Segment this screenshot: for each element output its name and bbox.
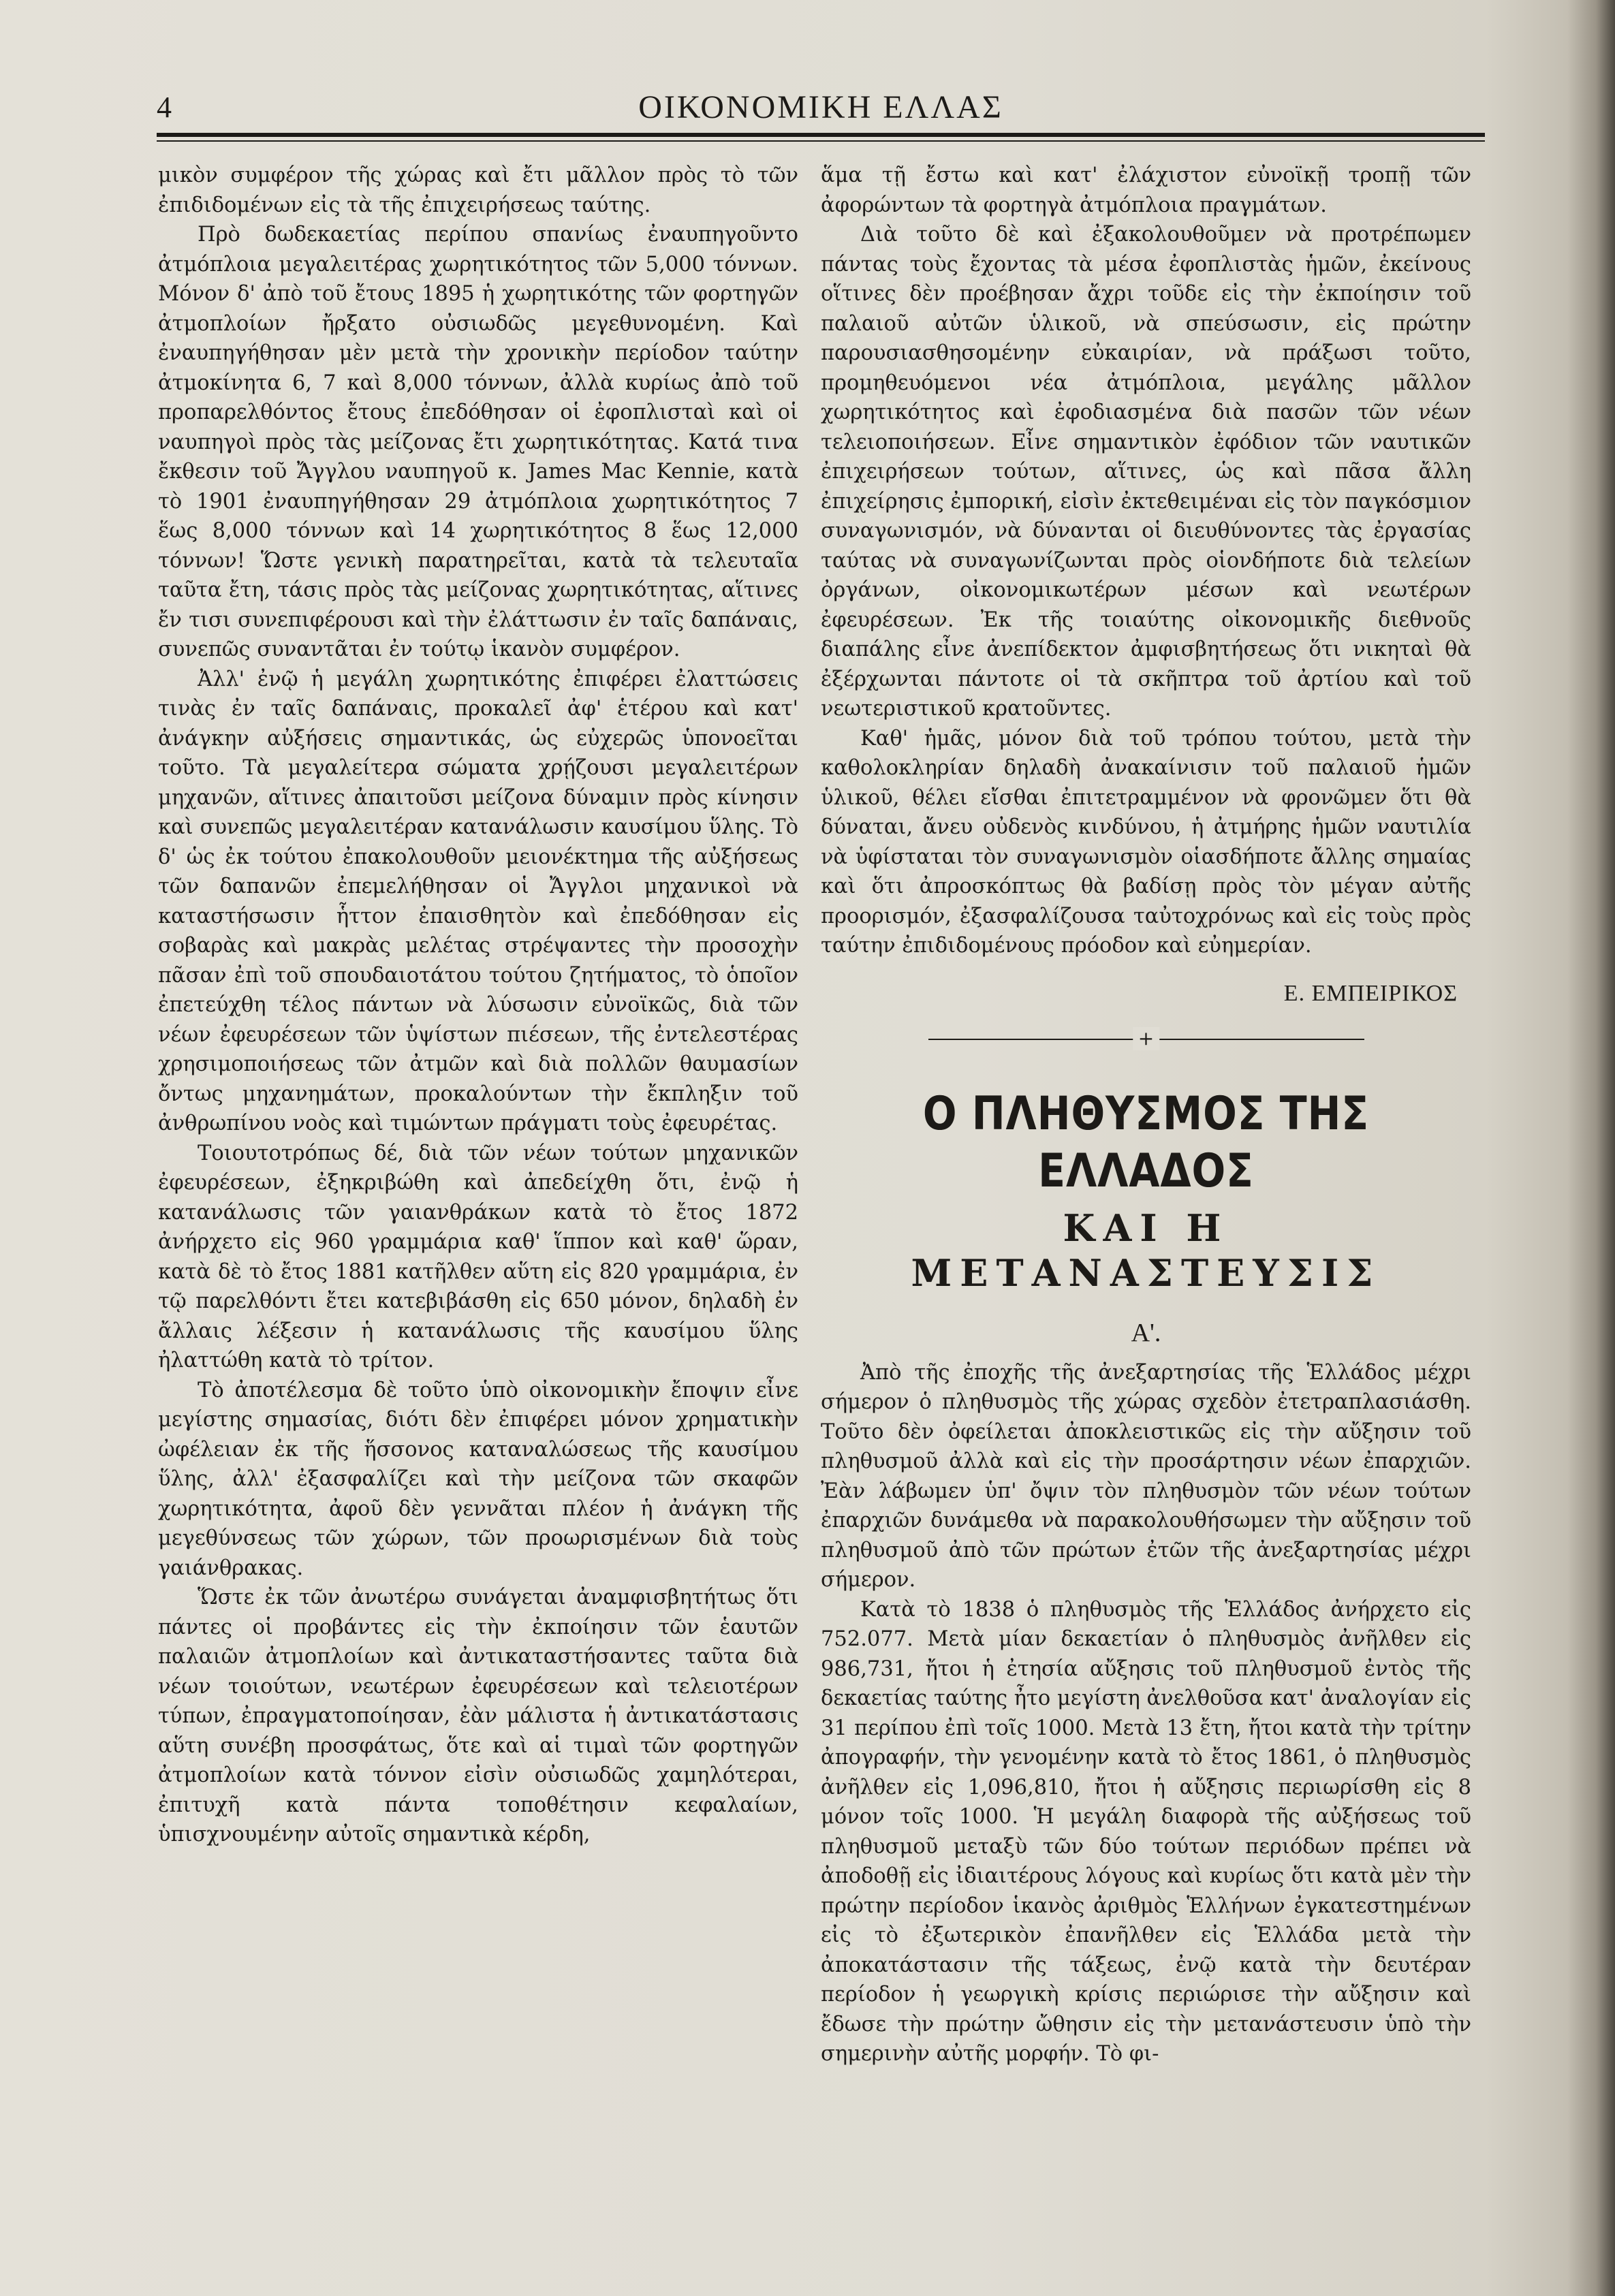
section-number: Α'. (1131, 1319, 1161, 1347)
left-paragraph-1: μικὸν συμφέρον τῆς χώρας καὶ ἔτι μᾶλλον πρὸς τὸ τῶν ἐπιδιδομένων εἰς τὰ τῆς ἐπιχειρήσεως ταύτης. (158, 163, 798, 217)
running-title: ΟΙΚΟΝΟΜΙΚΗ ΕΛΛΑΣ (638, 89, 1003, 125)
right-column (821, 161, 1471, 2069)
header-rule-thin (157, 140, 1485, 142)
header-rule-thick (157, 133, 1485, 137)
author-signature: Ε. ΕΜΠΕΙΡΙΚΟΣ (1283, 980, 1458, 1006)
right-paragraph-2: Διὰ τοῦτο δὲ καὶ ἐξακολουθοῦμεν νὰ προτρέπωμεν πάντας τοὺς ἔχοντας τὰ μέσα ἐφοπλιστὰς ἡμῶν, ἐκείνους οἵτινες δὲν προέβησαν ἄχρι τοῦδε εἰς τὴν ἐκποίησιν τοῦ παλαιοῦ αὐτῶν ὑλικοῦ, νὰ σπεύσωσιν, εἰς πρώτην παρουσιασθησομένην εὐκαιρίαν, νὰ πράξωσι τοῦτο, προμηθευόμενοι νέα ἀτμόπλοια, μεγάλης μᾶλλον χωρητικότητος καὶ ἐφοδιασμένα διὰ πασῶν τῶν νέων τελειοποιήσεων. Εἶνε σημαντικὸν ἐφόδιον τῶν ναυτικῶν ἐπιχειρήσεων τούτων, αἵτινες, ὡς καὶ πᾶσα ἄλλη ἐπιχείρησις ἐμπορική, εἰσὶν ἐκτεθειμέναι εἰς τὸν παγκόσμιον συναγωνισμόν, νὰ δύνανται οἱ διευθύνοντες τὰς ἐργασίας ταύτας νὰ συναγωνίζωνται πρὸς οἱονδήποτε διὰ τελείων ὀργάνων, οἰκονομικωτέρων μέσων καὶ νεωτέρων ἐφευρέσεων. Ἐκ τῆς τοιαύτης οἰκονομικῆς διεθνοῦς διαπάλης εἶνε ἀνεπίδεκτον ἀμφισβητήσεως ὅτι νικηταὶ θὰ ἐξέρχωνται πάντοτε οἱ τὰ σκῆπτρα τοῦ ἀρτίου καὶ τοῦ νεωτεριστικοῦ κρατοῦντες. (821, 223, 1471, 721)
article-divider (928, 1026, 1364, 1053)
left-paragraph-3: Ἀλλ' ἐνῷ ἡ μεγάλη χωρητικότης ἐπιφέρει ἐλαττώσεις τινὰς ἐν ταῖς δαπάναις, προκαλεῖ ἀφ' ἑτέρου καὶ κατ' ἀνάγκην αὐξήσεις σημαντικάς, ὡς εὐχερῶς ὑπονοεῖται τοῦτο. Τὰ μεγαλείτερα σώματα χρῄζουσι μεγαλειτέρων μηχανῶν, αἵτινες ἀπαιτοῦσι μείζονα δύναμιν πρὸς κίνησιν καὶ συνεπῶς μεγαλειτέραν κατανάλωσιν καυσίμου ὕλης. Τὸ δ' ὡς ἐκ τούτου ἐπακολουθοῦν μειονέκτημα τῆς αὐξήσεως τῶν δαπανῶν ἐπεμελήθησαν οἱ Ἄγγλοι μηχανικοὶ νὰ καταστήσωσιν ἧττον ἐπαισθητὸν καὶ ἐπεδόθησαν εἰς σοβαρὰς καὶ μακρὰς μελέτας στρέψαντες τὴν προσοχὴν πᾶσαν ἐπὶ τοῦ σπουδαιοτάτου τούτου ζητήματος, τὸ ὁποῖον ἐπετεύχθη τέλος πάντων νὰ λύσωσιν εὐνοϊκῶς, διὰ τῶν νέων ἐφευρέσεων τῶν ὑψίστων πιέσεων, τῆς ἐντελεστέρας χρησιμοποιήσεως τῶν ἀτμῶν καὶ διὰ πολλῶν θαυμασίων ὄντως μηχανημάτων, προκαλούντων τὴν ἔκπληξιν τοῦ ἀνθρωπίνου νοὸς καὶ τιμώντων πράγματι τοὺς ἐφευρέτας. (158, 667, 798, 1135)
left-paragraph-2: Πρὸ δωδεκαετίας περίπου σπανίως ἐναυπηγοῦντο ἀτμόπλοια μεγαλειτέρας χωρητικότητος τῶν 5,000 τόννων. Μόνον δ' ἀπὸ τοῦ ἔτους 1895 ἡ χωρητικότης τῶν φορτηγῶν ἀτμοπλοίων ἤρξατο οὐσιωδῶς μεγεθυνομένη. Καὶ ἐναυπηγήθησαν μὲν μετὰ τὴν χρονικὴν περίοδον ταύτην ἀτμοκίνητα 6, 7 καὶ 8,000 τόννων, ἀλλὰ κυρίως ἀπὸ τοῦ προπαρελθόντος ἔτους ἐπεδόθησαν οἱ ἐφοπλισταὶ καὶ οἱ ναυπηγοὶ πρὸς τὰς μείζονας ἔτι χωρητικότητας. Κατά τινα ἔκθεσιν τοῦ Ἄγγλου ναυπηγοῦ κ. James Mac Kennie, κατὰ τὸ 1901 ἐναυπηγήθησαν 29 ἀτμόπλοια χωρητικότητος 7 ἕως 8,000 τόννων καὶ 14 χωρητικότητος 8 ἕως 12,000 τόννων! Ὥστε γενικὴ παρατηρεῖται, κατὰ τὰ τελευταῖα ταῦτα ἔτη, τάσις πρὸς τὰς μείζονας χωρητικότητας, αἵτινες ἔν τισι συνεπιφέρουσι καὶ τὴν ἐλάττωσιν ἐν ταῖς δαπάναις, συνεπῶς συναντᾶται ἐν τούτῳ ἱκανὸν συμφέρον. (158, 223, 798, 661)
binding-shadow (1567, 0, 1615, 2296)
page-number: 4 (157, 91, 172, 124)
article-paragraph-1: Ἀπὸ τῆς ἐποχῆς τῆς ἀνεξαρτησίας τῆς Ἑλλάδος μέχρι σήμερον ὁ πληθυσμὸς τῆς χώρας σχεδὸν ἐτετραπλασιάσθη. Τοῦτο δὲν ὀφείλεται ἀποκλειστικῶς εἰς τὴν αὔξησιν τοῦ πληθυσμοῦ ἀλλὰ καὶ εἰς τὴν προσάρτησιν νέων ἐπαρχιῶν. Ἐὰν λάβωμεν ὑπ' ὄψιν τὸν πληθυσμὸν τῶν νέων τούτων ἐπαρχιῶν δυνάμεθα νὰ παρακολουθήσωμεν τὴν αὔξησιν τοῦ πληθυσμοῦ ἀπὸ τῶν πρώτων ἐτῶν τῆς ἀνεξαρτησίας μέχρι σήμερον. (821, 1360, 1471, 1592)
left-paragraph-5: Τὸ ἀποτέλεσμα δὲ τοῦτο ὑπὸ οἰκονομικὴν ἔποψιν εἶνε μεγίστης σημασίας, διότι δὲν ἐπιφέρει μόνον χρηματικὴν ὠφέλειαν ἐκ τῆς ἥσσονος καταναλώσεως τῆς καυσίμου ὕλης, ἀλλ' ἐξασφαλίζει καὶ τὴν μείζονα τῶν σκαφῶν χωρητικότητα, ἀφοῦ δὲν γεννᾶται πλέον ἡ ἀνάγκη τῆς μεγεθύνσεως τῶν χώρων, τῶν προωρισμένων διὰ τοὺς γαιάνθρακας. (158, 1378, 798, 1580)
page-header (157, 87, 1485, 135)
left-paragraph-6: Ὥστε ἐκ τῶν ἀνωτέρω συνάγεται ἀναμφισβητήτως ὅτι πάντες οἱ προβάντες εἰς τὴν ἐκποίησιν τῶν ἑαυτῶν παλαιῶν ἀτμοπλοίων καὶ ἀντικαταστήσαντες ταῦτα διὰ νέων τοιούτων, νεωτέρων ἐφευρέσεων καὶ τελειοτέρων τύπων, ἐπραγματοποίησαν, ἐὰν μάλιστα ἡ ἀντικατάστασις αὕτη συνέβη προσφάτως, ὅτε καὶ αἱ τιμαὶ τῶν φορτηγῶν ἀτμοπλοίων κατὰ τόννον εἰσὶν οὐσιωδῶς χαμηλότεραι, ἐπιτυχῆ κατὰ πάντα τοποθέτησιν κεφαλαίων, ὑπισχνουμένην αὐτοῖς σημαντικὰ κέρδη, (158, 1586, 798, 1846)
right-paragraph-3: Καθ' ἡμᾶς, μόνον διὰ τοῦ τρόπου τούτου, μετὰ τὴν καθολοκληρίαν δηλαδὴ ἀνακαίνισιν τοῦ παλαιοῦ ἡμῶν ὑλικοῦ, θέλει εἴσθαι ἐπιτετραμμένον νὰ φρονῶμεν ὅτι θὰ δύναται, ἄνευ οὐδενὸς κινδύνου, ἡ ἀτμήρης ἡμῶν ναυτιλία νὰ ὑφίσταται τὸν συναγωνισμὸν οἱασδήποτε ἄλλης σημαίας καὶ ὅτι ἀπροσκόπτως θὰ βαδίσῃ πρὸς τὸν μέγαν αὐτῆς προορισμόν, ἐξασφαλίζουσα ταὐτοχρόνως καὶ εἰς τοὺς πρὸς ταύτην ἐπιδιδομένους πρόοδον καὶ εὐημερίαν. (821, 726, 1471, 958)
divider-cross-icon: + (1133, 1027, 1159, 1050)
article-subtitle: ΚΑΙ Η ΜΕΤΑΝΑΣΤΕΥΣΙΣ (911, 1206, 1381, 1295)
article-paragraph-2: Κατὰ τὸ 1838 ὁ πληθυσμὸς τῆς Ἑλλάδος ἀνήρχετο εἰς 752.077. Μετὰ μίαν δεκαετίαν ὁ πληθυσμὸς ἀνῆλθεν εἰς 986,731, ἤτοι ἡ ἐτησία αὔξησις τοῦ πληθυσμοῦ ἐντὸς τῆς δεκαετίας ταύτης ἦτο μεγίστη ἀνελθοῦσα κατ' ἀναλογίαν εἰς 31 περίπου ἐπὶ τοῖς 1000. Μετὰ 13 ἔτη, ἤτοι κατὰ τὴν τρίτην ἀπογραφήν, τὴν γενομένην κατὰ τὸ ἔτος 1861, ὁ πληθυσμὸς ἀνῆλθεν εἰς 1,096,810, ἤτοι ἡ αὔξησις περιωρίσθη εἰς 8 μόνον τοῖς 1000. Ἡ μεγάλη διαφορὰ τῆς αὐξήσεως τοῦ πληθυσμοῦ μεταξὺ τῶν δύο τούτων περιόδων πρέπει νὰ ἀποδοθῇ εἰς ἰδιαιτέρους λόγους καὶ κυρίως ὅτι κατὰ μὲν τὴν πρώτην περίοδον ἱκανὸς ἀριθμὸς Ἑλλήνων ἐγκατεστημένων εἰς τὸ ἐξωτερικὸν ἐπανῆλθεν εἰς Ἑλλάδα μετὰ τὴν ἀποκατάστασιν τῆς τάξεως, ἐνῷ κατὰ τὴν δευτέραν περίοδον ἡ γεωργικὴ κρίσις περιώρισε τὴν αὔξησιν καὶ ἔδωσε τὴν πρώτην ὤθησιν εἰς τὴν μετανάστευσιν ὑπὸ τὴν σημερινὴν αὐτῆς μορφήν. Τὸ φι- (821, 1597, 1471, 2066)
left-paragraph-4: Τοιουτοτρόπως δέ, διὰ τῶν νέων τούτων μηχανικῶν ἐφευρέσεων, ἐξηκριβώθη καὶ ἀπεδείχθη ὅτι, ἐνῷ ἡ κατανάλωσις τῶν γαιανθράκων κατὰ τὸ ἔτος 1872 ἀνήρχετο εἰς 960 γραμμάρια καθ' ἵππον καὶ καθ' ὥραν, κατὰ δὲ τὸ ἔτος 1881 κατῆλθεν αὕτη εἰς 820 γραμμάρια, ἐν τῷ παρελθόντι ἔτει κατεβιβάσθη εἰς 650 μόνον, δηλαδὴ ἐν ἄλλαις λέξεσιν ἡ κατανάλωσις τῆς καυσίμου ὕλης ἠλαττώθη κατὰ τὸ τρίτον. (158, 1141, 798, 1372)
left-column (158, 161, 798, 1850)
right-paragraph-1: ἅμα τῇ ἔστω καὶ κατ' ἐλάχιστον εὐνοϊκῇ τροπῇ τῶν ἀφορώντων τὰ φορτηγὰ ἀτμόπλοια πραγμάτων. (821, 163, 1471, 217)
article-title: Ο ΠΛΗΘΥΣΜΟΣ ΤΗΣ ΕΛΛΑΔΟΣ (922, 1087, 1370, 1198)
